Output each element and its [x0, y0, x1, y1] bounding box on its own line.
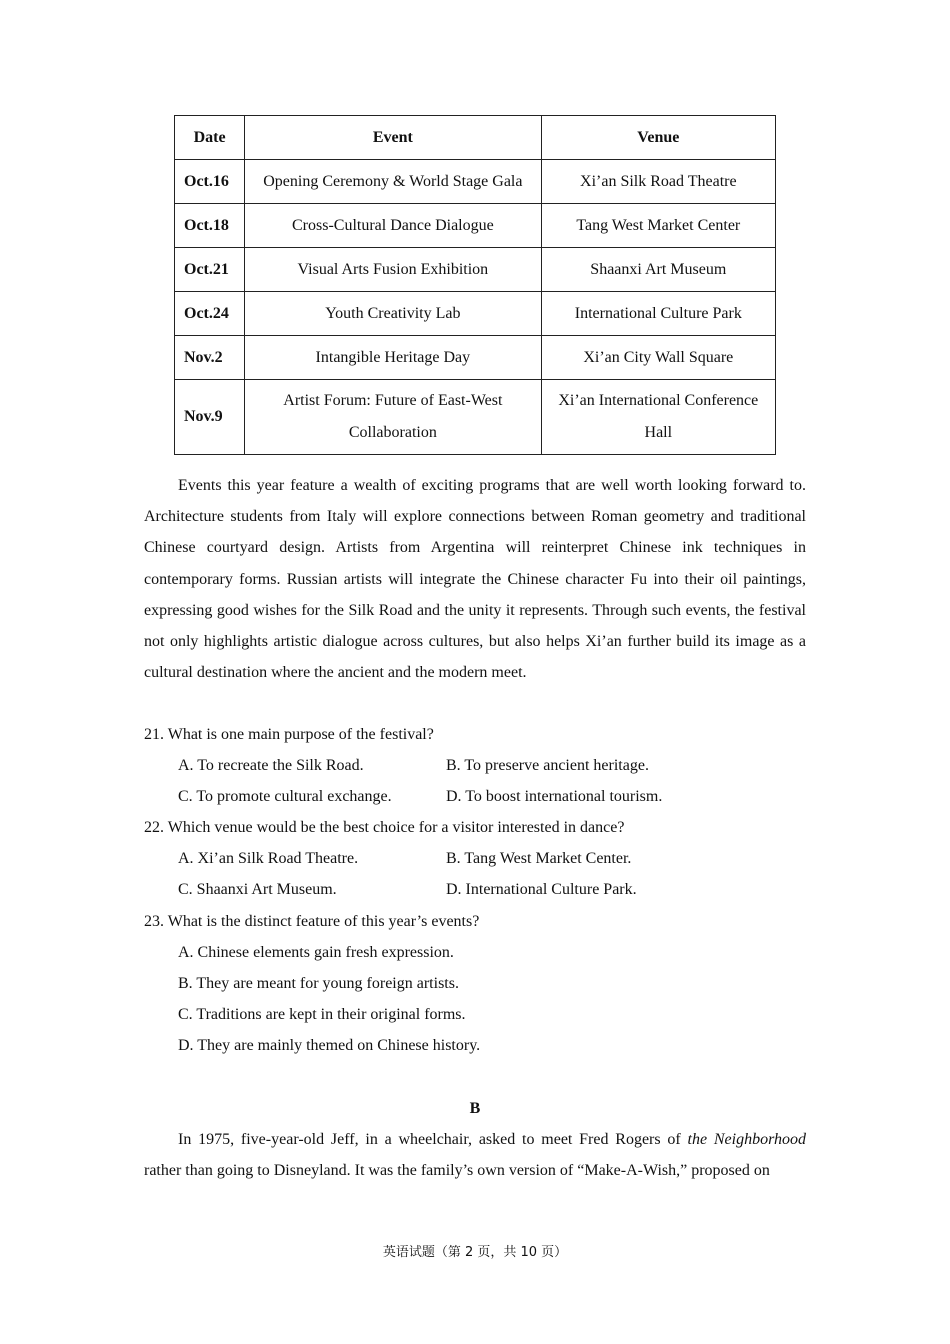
- header-event: Event: [245, 116, 541, 160]
- table-header-row: [175, 116, 776, 160]
- row-venue: Xi’an City Wall Square: [541, 336, 775, 380]
- passage-b-text-start: In 1975, five-year-old Jeff, in a wheelchair, asked to meet Fred Rogers of: [178, 1131, 688, 1148]
- passage-a-paragraph: Events this year feature a wealth of exciting programs that are well worth looking forward to. Architecture students from Italy will explore connections between Roman geometry and traditional Chinese courtyard design. Artists from Argentina will reinterpret Chinese ink techniques in contemporary forms. Russian artists will integrate the Chinese character Fu into their oil paintings, expressing good wishes for the Silk Road and the unity it represents. Through such events, the festival not only highlights artistic dialogue across cultures, but also helps Xi’an further build its image as a cultural destination where the ancient and the modern meet.: [144, 477, 806, 682]
- question-22-options-row: [144, 874, 806, 905]
- row-date: Oct.21: [175, 248, 245, 292]
- row-event: Youth Creativity Lab: [245, 292, 541, 336]
- question-23-option-b: B. They are meant for young foreign artists.: [178, 974, 459, 992]
- question-21-option-a: A. To recreate the Silk Road.: [178, 757, 364, 775]
- question-21-stem: 21. What is one main purpose of the festival?: [144, 726, 434, 743]
- question-23-option-c: C. Traditions are kept in their original forms.: [178, 1005, 466, 1023]
- festival-schedule-table: [174, 115, 776, 455]
- row-date: Oct.24: [175, 292, 245, 336]
- question-23-option-d: D. They are mainly themed on Chinese history.: [178, 1036, 481, 1054]
- row-date: Nov.9: [175, 380, 245, 455]
- passage-b-text-end: rather than going to Disneyland. It was the family’s own version of “Make-A-Wish,” proposed on: [144, 1162, 770, 1180]
- question-23-option-row: [144, 937, 806, 968]
- row-event: Opening Ceremony & World Stage Gala: [245, 160, 541, 204]
- question-23-option-row: [144, 999, 806, 1030]
- row-date: Oct.18: [175, 204, 245, 248]
- row-date: Oct.16: [175, 160, 245, 204]
- table-row: [175, 160, 776, 204]
- row-event: Cross-Cultural Dance Dialogue: [245, 204, 541, 248]
- question-21-option-c: C. To promote cultural exchange.: [178, 788, 392, 806]
- section-b-heading: B: [469, 1100, 481, 1117]
- passage-b-paragraph: [144, 1124, 806, 1186]
- table-row: [175, 292, 776, 336]
- question-21-options-row: [144, 750, 806, 781]
- passage-b-italic-title: the Neighborhood: [687, 1131, 807, 1148]
- question-23-option-a: A. Chinese elements gain fresh expression.: [178, 943, 454, 961]
- row-venue: Xi’an Silk Road Theatre: [541, 160, 775, 204]
- question-22-option-a: A. Xi’an Silk Road Theatre.: [178, 850, 359, 868]
- question-22-option-d: D. International Culture Park.: [446, 881, 637, 899]
- header-date: Date: [175, 116, 245, 160]
- row-event: Intangible Heritage Day: [245, 336, 541, 380]
- row-event: Artist Forum: Future of East-West Collaboration: [245, 380, 541, 455]
- question-23-option-row: [144, 968, 806, 999]
- row-venue: International Culture Park: [541, 292, 775, 336]
- question-22-options-row: [144, 843, 806, 874]
- table-row: [175, 380, 776, 455]
- question-21-options-row: [144, 781, 806, 812]
- question-22-stem: 22. Which venue would be the best choice for a visitor interested in dance?: [144, 819, 625, 837]
- page-footer: 英语试题（第 2 页，共 10 页）: [382, 1245, 568, 1260]
- question-list: [144, 719, 806, 1061]
- row-date: Nov.2: [175, 336, 245, 380]
- row-venue: Shaanxi Art Museum: [541, 248, 775, 292]
- question-22-option-c: C. Shaanxi Art Museum.: [178, 881, 337, 899]
- table-row: [175, 336, 776, 380]
- question-21-option-d: D. To boost international tourism.: [446, 788, 663, 806]
- row-event: Visual Arts Fusion Exhibition: [245, 248, 541, 292]
- table-row: [175, 204, 776, 248]
- table-row: [175, 248, 776, 292]
- row-venue: Tang West Market Center: [541, 204, 775, 248]
- question-23-stem: 23. What is the distinct feature of this year’s events?: [144, 912, 480, 930]
- question-23-option-row: [144, 1030, 806, 1061]
- header-venue: Venue: [541, 116, 775, 160]
- question-22-option-b: B. Tang West Market Center.: [446, 850, 632, 868]
- row-venue: Xi’an International Conference Hall: [541, 380, 775, 455]
- question-21-option-b: B. To preserve ancient heritage.: [446, 757, 649, 775]
